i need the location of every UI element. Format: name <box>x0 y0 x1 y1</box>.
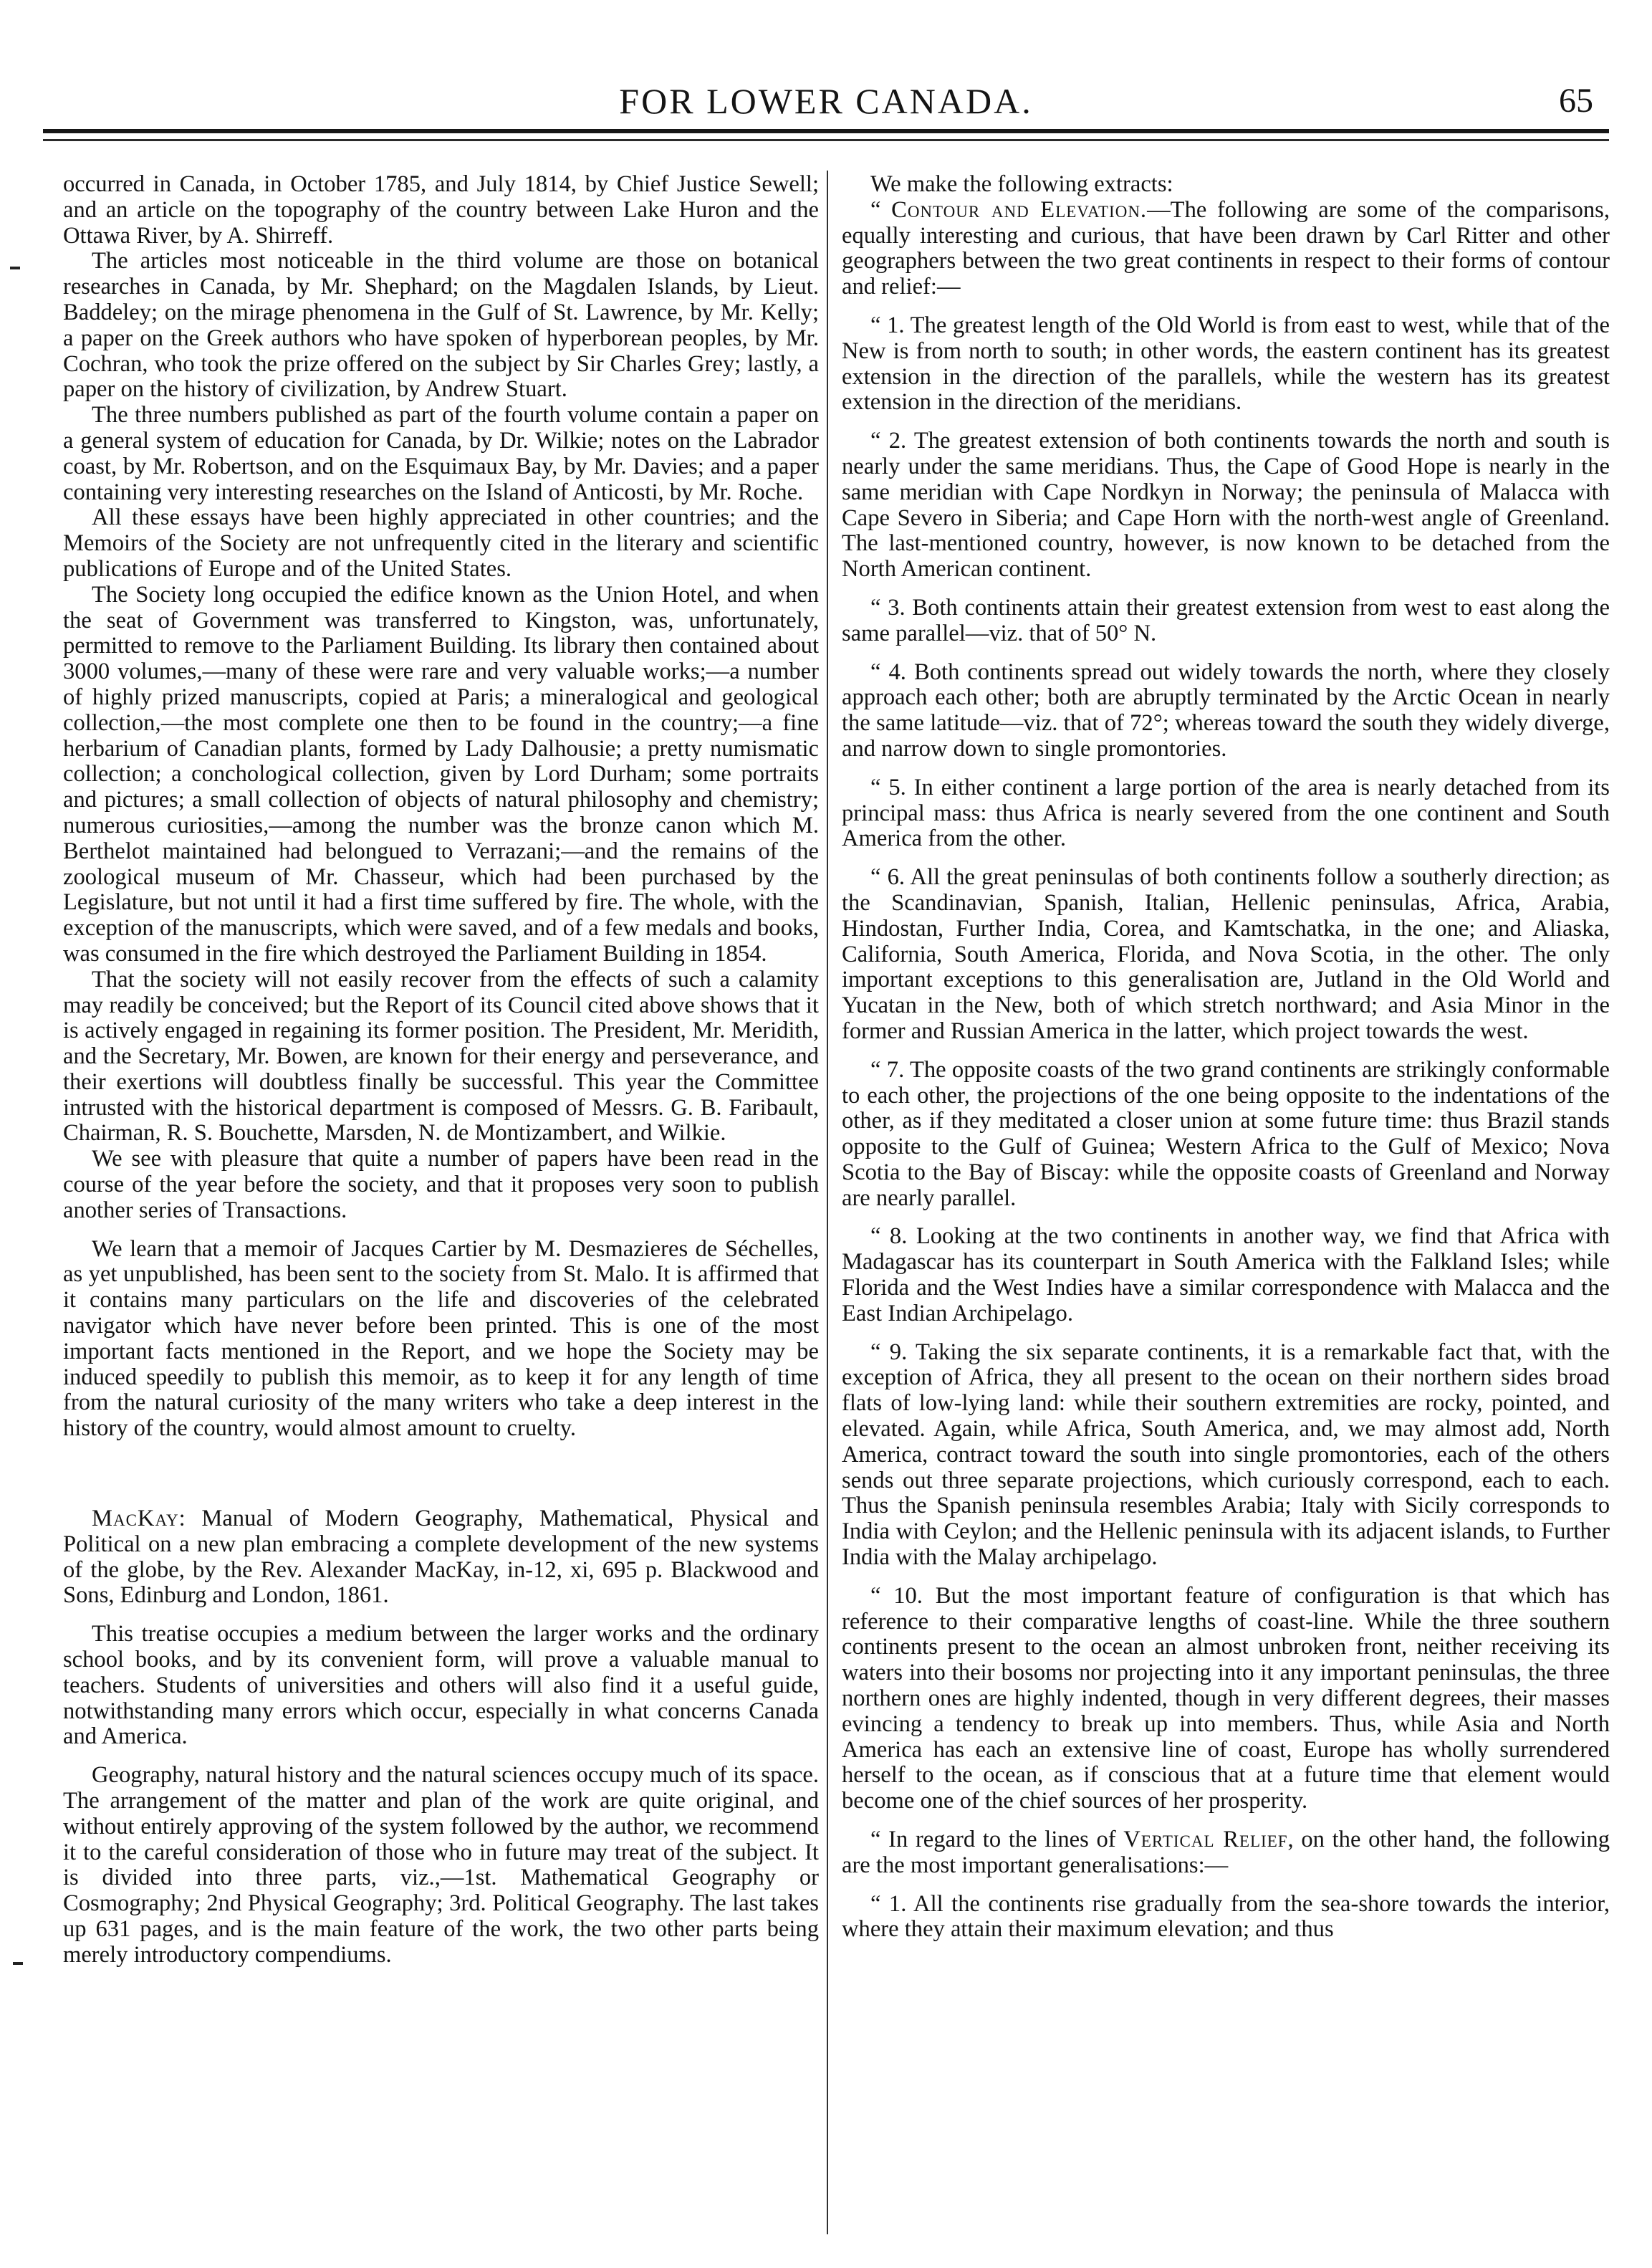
page-number: 65 <box>1559 82 1593 120</box>
section-paragraph <box>842 1827 1610 1879</box>
column-rule <box>827 171 828 2234</box>
margin-mark <box>13 1962 23 1965</box>
numbered-item: “ 1. The greatest length of the Old World is from east to west, while that of the New is from north to south; in other words, the eastern continent has its greatest extension in the direction of the parallels, while the western has its greatest extension in the direction of the meridians. <box>842 312 1610 416</box>
section-text: —The following are some of the comparisons, equally interesting and curious, that have been drawn by Carl Ritter and other geographers between the two great continents in respect to their forms of contour and relief:— <box>842 196 1610 300</box>
running-head <box>43 79 1609 123</box>
numbered-item: “ 9. Taking the six separate continents, it is a remarkable fact that, with the exception of Africa, they all present to the ocean on their northern sides broad flats of low-lying land: while their southern extremities are rocky, pointed, and elevated. Again, while Africa, South America, and, we may almost add, North America, contract toward the south into single promontories, each of the others sends out three separate projections, which curiously correspond, each to each. Thus the Spanish peninsula resembles Arabia; Italy with Sicily corresponds to India with Ceylon; and the Hellenic peninsula with its adjacent islands, to Further India with the Malay archipelago. <box>842 1339 1610 1571</box>
paragraph: This treatise occupies a medium between the larger works and the ordinary school books, and by its convenient form, will prove a valuable manual to teachers. Students of universities and others will also find it a useful guide, notwithstanding many errors which occur, especially in what concerns Canada and America. <box>63 1621 819 1750</box>
review-title: : Manual of Modern Geography, Mathematical, Physical and Political on a new plan embracing a complete development of the new systems of the globe, by the Rev. Alexander MacKay, in-12, xi, 695 p. Blackwood and Sons, Edinburg and London, 1861. <box>63 1506 819 1609</box>
header-rule <box>43 129 1609 133</box>
numbered-item: “ 8. Looking at the two continents in another way, we find that Africa with Madagascar has its counterpart in South America with the Falkland Isles; while Florida and the West Indies have a similar correspondence with Malacca and the East Indian Archipelago. <box>842 1223 1610 1326</box>
numbered-item: “ 7. The opposite coasts of the two grand continents are strikingly conformable to each other, the projections of the one being opposite to the indentations of the other, as if they meditated a closer union at some future time: thus Brazil stands opposite to the Gulf of Guinea; Western Africa to the Gulf of Mexico; Nova Scotia to the Bay of Biscay: while the opposite coasts of Greenland and Norway are nearly parallel. <box>842 1056 1610 1211</box>
paragraph: Geography, natural history and the natural sciences occupy much of its space. The arrangement of the matter and plan of the work are quite original, and without entirely approving of the system followed by the author, we recommend it to the careful consideration of those who in future may treat of the subject. It is divided into three parts, viz.,—1st. Mathematical Geography or Cosmography; 2nd Physical Geography; 3rd. Political Geography. The last takes up 631 pages, and is the main feature of the work, the two other parts being merely introductory compendiums. <box>63 1762 819 1968</box>
paragraph: We learn that a memoir of Jacques Cartier by M. Desmazieres de Séchelles, as yet unpublished, has been sent to the society from St. Malo. It is affirmed that it contains many particulars on the life and discoveries of the celebrated navigator which have never before been printed. This is one of the most important facts mentioned in the Report, and we hope the Society may be induced speedily to publish this memoir, as to keep it for any length of time from the natural curiosity of the many writers who take a deep interest in the history of the country, would almost amount to cruelty. <box>63 1235 819 1442</box>
paragraph: The articles most noticeable in the third volume are those on botanical researches in Canada, by Mr. Shephard; on the Magdalen Islands, by Lieut. Baddeley; on the mirage phenomena in the Gulf of St. Lawrence, by Mr. Kelly; a paper on the Greek authors who have spoken of hyperborean peoples, by Mr. Cochran, who took the prize offered on the subject by Sir Charles Grey; lastly, a paper on the history of civilization, by Andrew Stuart. <box>63 248 819 403</box>
paragraph: The Society long occupied the edifice known as the Union Hotel, and when the seat of Government was transferred to Kingston, was, unfortunately, permitted to remove to the Parliament Building. Its library then contained about 3000 volumes,—many of these were rare and very valuable works;—a number of highly prized manuscripts, copied at Paris; a mineralogical and geological collection,—the most complete one then to be found in the country;—a fine herbarium of Canadian plants, formed by Lady Dalhousie; a pretty numismatic collection; a conchological collection, given by Lord Durham; some portraits and pictures; a small collection of objects of natural philosophy and chemistry; numerous curiosities,—among the number was the bronze canon which M. Berthelot maintained had belongued to Verrazani;—and the remains of the zoological museum of Mr. Chasseur, which had been purchased by the Legislature, but not until it had a first time suffered by fire. The whole, with the exception of the manuscripts, which were saved, and of a few medals and books, was consumed in the fire which destroyed the Parliament Building in 1854. <box>63 581 819 967</box>
numbered-item: “ 2. The greatest extension of both continents towards the north and south is nearly under the same meridians. Thus, the Cape of Good Hope is nearly in the same meridian with Cape Nordkyn in Norway; the peninsula of Malacca with Cape Severo in Siberia; and Cape Horn with the north-west angle of Greenland. The last-mentioned country, however, is now known to be detached from the North American continent. <box>842 428 1610 583</box>
paragraph: That the society will not easily recover from the effects of such a calamity may readily be conceived; but the Report of its Council cited above shows that it is actively engaged in regaining its former position. The President, Mr. Meridith, and the Secretary, Mr. Bowen, are known for their energy and perseverance, and their exertions will doubtless finally be successful. This year the Committee intrusted with the historical department is composed of Messrs. G. B. Faribault, Chairman, R. S. Bouchette, Marsden, N. de Montizambert, and Wilkie. <box>63 966 819 1147</box>
numbered-item: “ 6. All the great peninsulas of both continents follow a southerly direction; as the Scandinavian, Spanish, Italian, Hellenic peninsulas, Africa, Arabia, Hindostan, Further India, Corea, and Kamtschatka, in the one; and Aliaska, California, South America, Florida, and Nova Scotia, in the other. The only important exceptions to this generalisation are, Jutland in the Old World and Yucatan in the New, both of which stretch northward; and Asia Minor in the former and Russian America in the latter, which project towards the west. <box>842 864 1610 1044</box>
running-title: FOR LOWER CANADA. <box>619 81 1033 121</box>
numbered-item: “ 3. Both continents attain their greatest extension from west to east along the same parallel—viz. that of 50° N. <box>842 594 1610 646</box>
margin-mark <box>10 267 20 269</box>
numbered-item: “ 5. In either continent a large portion of the area is nearly detached from its principal mass: thus Africa is nearly severed from the one continent and South America from the other. <box>842 774 1610 852</box>
section-paragraph: “ Contour and Elevation.—The following are some of the comparisons, equally interesting and curious, that have been drawn by Carl Ritter and other geographers between the two great continents in respect to their forms of contour and relief:— <box>842 196 1610 300</box>
review-author: MacKay <box>92 1506 179 1532</box>
numbered-item: “ 4. Both continents spread out widely towards the north, where they closely approach each other; both are abruptly terminated by the Arctic Ocean in nearly the same latitude—viz. that of 72°; whereas toward the south they widely diverge, and narrow down to single promontories. <box>842 659 1610 762</box>
relief-intro: “ In regard to the lines of <box>870 1827 1124 1853</box>
numbered-item: “ 1. All the continents rise gradually from the sea-shore towards the interior, where they attain their maximum elevation; and thus <box>842 1890 1610 1943</box>
paragraph: We see with pleasure that quite a number of papers have been read in the course of the year before the society, and that it proposes very soon to publish another series of Transactions. <box>63 1146 819 1223</box>
left-column <box>63 172 819 2236</box>
numbered-item: “ 10. But the most important feature of configuration is that which has reference to their comparative lengths of coast-line. While the three southern continents present to the ocean an almost unbroken front, neither receiving its waters into their bosoms nor projecting into it any important peninsulas, the three northern ones are highly indented, though in very different degrees, their masses evincing a tendency to break up into members. Thus, while Asia and North America has each an extensive line of coast, Europe has wholly surrendered herself to the ocean, as if conscious that at a future time that element would become one of the chief sources of her prosperity. <box>842 1582 1610 1814</box>
right-column <box>842 172 1610 2236</box>
paragraph: We make the following extracts: <box>870 172 1173 197</box>
section-heading: Vertical Relief <box>1123 1827 1288 1853</box>
paragraph: occurred in Canada, in October 1785, and July 1814, by Chief Justice Sewell; and an article on the topography of the country between Lake Huron and the Ottawa River, by A. Shirreff. <box>63 172 819 249</box>
header-rule-secondary <box>43 139 1609 141</box>
section-heading: Contour and Elevation. <box>891 196 1148 223</box>
paragraph: All these essays have been highly appreciated in other countries; and the Memoirs of the Society are not unfrequently cited in the literary and scientific publications of Europe and of the United States. <box>63 504 819 582</box>
paragraph: The three numbers published as part of the fourth volume contain a paper on a general system of education for Canada, by Dr. Wilkie; notes on the Labrador coast, by Mr. Robertson, and on the Esquimaux Bay, by Mr. Davies; and a paper containing very interesting researches on the Island of Anticosti, by Mr. Roche. <box>63 402 819 505</box>
relief-text: , on the other hand, the following are the most important generalisations:— <box>842 1827 1610 1878</box>
book-review-citation <box>63 1506 819 1609</box>
